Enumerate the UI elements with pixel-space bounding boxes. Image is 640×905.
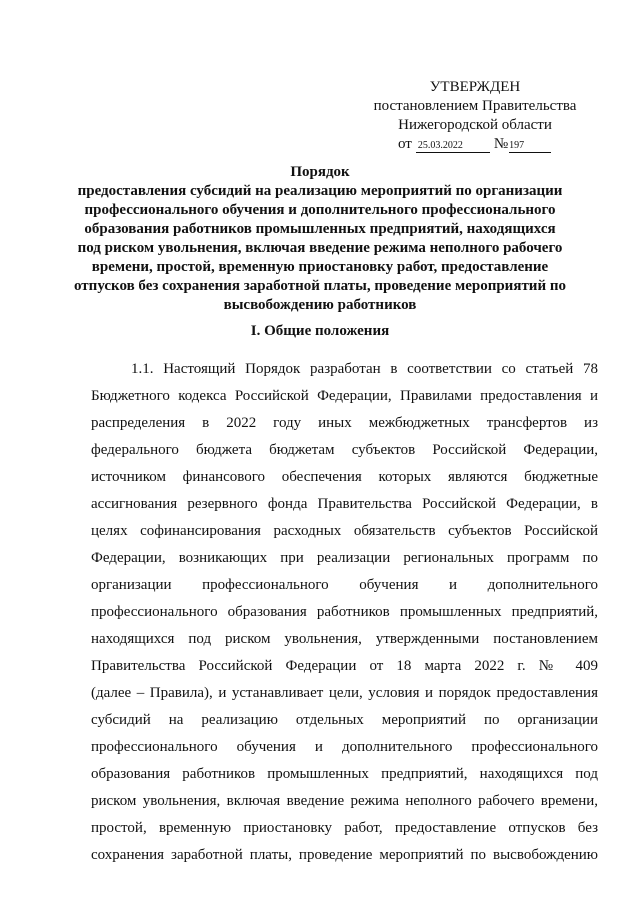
date-prefix: от: [398, 136, 412, 152]
title-line: под риском увольнения, включая введение режима неполного рабочего: [77, 240, 563, 256]
title-line: отпусков без сохранения заработной платы, проведение мероприятий по: [74, 278, 566, 294]
body-line: (далее – Правила), и устанавливает цели, условия и порядок предоставления: [91, 685, 598, 701]
body-line: простой, временную приостановку работ, предоставление отпусков без: [91, 820, 598, 836]
body-line: профессионального образования работников промышленных предприятий,: [91, 604, 598, 620]
title-line: высвобождению работников: [223, 297, 417, 313]
body-line: ассигнования резервного фонда Правительства Российской Федерации, в: [91, 496, 598, 512]
body-line: распределения в 2022 году иных межбюджетных трансфертов из: [91, 415, 598, 431]
title-line: Порядок: [290, 164, 350, 180]
body-line: находящихся под риском увольнения, утвержденными постановлением: [91, 631, 598, 647]
document-title: [70, 163, 570, 315]
approval-title: УТВЕРЖДЕН: [429, 79, 521, 95]
body-line: сохранения заработной платы, проведение мероприятий по высвобождению: [91, 847, 598, 863]
body-line: Правительства Российской Федерации от 18 марта 2022 г. № 409: [91, 658, 598, 674]
approval-date: 25.03.2022: [416, 140, 490, 153]
title-line: предоставления субсидий на реализацию мероприятий по организации: [77, 183, 563, 199]
body-line: федерального бюджета бюджетам субъектов Российской Федерации,: [91, 442, 598, 458]
title-line: образования работников промышленных предприятий, находящихся: [84, 221, 556, 237]
body-line: целях софинансирования расходных обязательств субъектов Российской: [91, 523, 598, 539]
body-line: организации профессионального обучения и дополнительного: [91, 577, 598, 593]
approval-number: 197: [509, 140, 551, 153]
body-line: профессионального обучения и дополнительного профессионального: [91, 739, 598, 755]
body-line: Федерации, возникающих при реализации региональных программ по: [91, 550, 598, 566]
section-heading: I. Общие положения: [250, 323, 390, 339]
body-line: 1.1. Настоящий Порядок разработан в соответствии со статьей 78: [131, 361, 598, 377]
body-paragraph: [91, 356, 598, 869]
number-sign: №: [493, 136, 509, 152]
title-line: профессионального обучения и дополнительного профессионального: [84, 202, 556, 218]
approval-stamp-block: [360, 78, 590, 154]
body-line: Бюджетного кодекса Российской Федерации, Правилами предоставления и: [91, 388, 598, 404]
body-line: образования работников промышленных предприятий, находящихся под: [91, 766, 598, 782]
title-line: времени, простой, временную приостановку работ, предоставление: [91, 259, 549, 275]
body-line: источником финансового обеспечения которых являются бюджетные: [91, 469, 598, 485]
body-line: субсидий на реализацию отдельных мероприятий по организации: [91, 712, 598, 728]
approval-authority-line: постановлением Правительства: [373, 98, 577, 114]
body-line: риском увольнения, включая введение режима неполного рабочего времени,: [91, 793, 598, 809]
approval-region-line: Нижегородской области: [398, 117, 552, 133]
approval-date-row: [398, 135, 590, 154]
